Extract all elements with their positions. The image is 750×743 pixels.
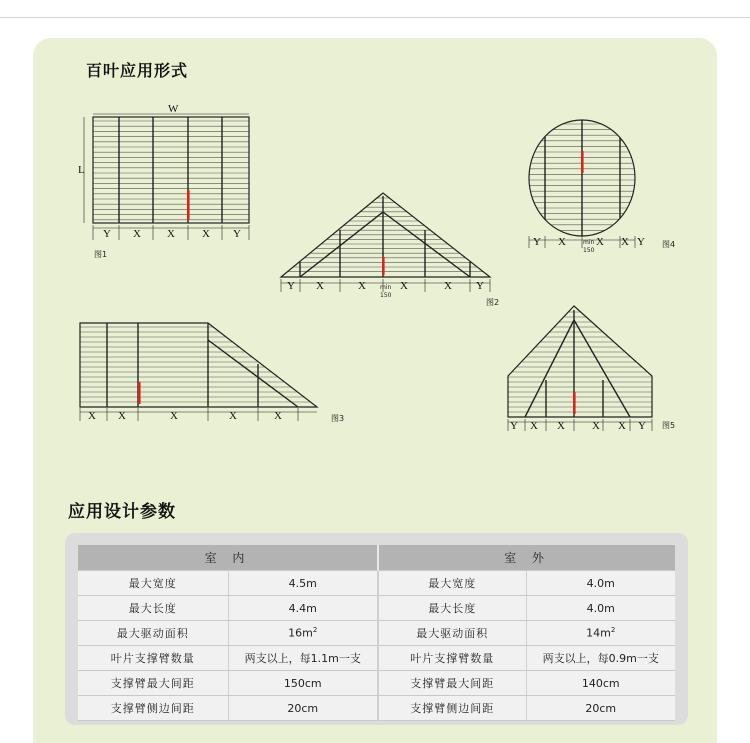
dim-label: X	[621, 236, 629, 248]
figure-label: 图4	[662, 240, 676, 249]
figure-4-circle	[529, 110, 675, 254]
dim-label: Y	[287, 280, 295, 292]
dim-label: Y	[638, 420, 646, 432]
figure-5-pentagon	[508, 306, 675, 432]
dim-label: Y	[476, 280, 484, 292]
dim-label: Y	[233, 228, 241, 240]
dim-label: X	[400, 280, 408, 292]
row-label: 支撑臂侧边间距	[78, 696, 228, 721]
table-row	[78, 571, 675, 596]
dim-label: Y	[637, 236, 645, 248]
unit-superscript: 2	[312, 626, 318, 635]
row-value: 20cm	[228, 696, 378, 721]
min-note: min	[380, 284, 392, 291]
row-value: 两支以上，每1.1m一支	[228, 646, 378, 671]
figure-label: 图2	[486, 298, 500, 307]
area-value: 14m	[586, 626, 611, 640]
figure-3-trapezoid	[80, 323, 344, 423]
row-label: 支撑臂最大间距	[78, 671, 228, 696]
row-label: 支撑臂侧边间距	[378, 696, 526, 721]
dim-label: X	[618, 420, 626, 432]
figure-2-triangle	[281, 193, 499, 307]
figure-1-rectangle	[78, 103, 249, 259]
dim-label: X	[592, 420, 600, 432]
spec-table	[78, 545, 675, 721]
dim-label: X	[88, 410, 96, 422]
figure-label: 图5	[662, 421, 676, 430]
dim-label: X	[358, 280, 366, 292]
row-label: 支撑臂最大间距	[378, 671, 526, 696]
spacing-note: 150	[380, 292, 392, 299]
row-label: 最大宽度	[378, 571, 526, 596]
row-label: 最大驱动面积	[78, 621, 228, 646]
dim-label: X	[316, 280, 324, 292]
row-value: 4.5m	[228, 571, 378, 596]
row-label: 最大长度	[78, 596, 228, 621]
dim-label: X	[118, 410, 126, 422]
row-value: 4.4m	[228, 596, 378, 621]
table-row	[78, 596, 675, 621]
dim-label: X	[202, 228, 210, 240]
table-row	[78, 696, 675, 721]
spec-table-frame	[65, 533, 688, 725]
figure-label: 图3	[331, 414, 345, 423]
row-label: 最大长度	[378, 596, 526, 621]
row-label: 叶片支撑臂数量	[78, 646, 228, 671]
length-label: L	[78, 164, 85, 176]
actuator-marker	[138, 382, 141, 404]
area-value: 16m	[288, 626, 313, 640]
dim-label: Y	[533, 236, 541, 248]
dim-label: X	[167, 228, 175, 240]
figure-label: 图1	[94, 250, 108, 259]
dim-label: X	[530, 420, 538, 432]
header-outdoor: 室 外	[378, 545, 675, 571]
width-label: W	[168, 103, 179, 115]
row-label: 最大宽度	[78, 571, 228, 596]
min-note: min	[583, 239, 595, 246]
header-indoor: 室 内	[78, 545, 378, 571]
row-value: 20cm	[526, 696, 675, 721]
table-row	[78, 621, 675, 646]
section-title-design-parameters: 应用设计参数	[68, 502, 176, 522]
row-value: 150cm	[228, 671, 378, 696]
dim-label: X	[229, 410, 237, 422]
row-value	[526, 621, 675, 646]
dim-label: X	[274, 410, 282, 422]
row-value: 两支以上，每0.9m一支	[526, 646, 675, 671]
unit-superscript: 2	[610, 626, 616, 635]
row-value: 140cm	[526, 671, 675, 696]
row-value	[228, 621, 378, 646]
table-row	[78, 671, 675, 696]
dim-label: Y	[103, 228, 111, 240]
table-row	[78, 646, 675, 671]
actuator-marker	[573, 392, 576, 414]
spacing-note: 150	[583, 247, 595, 254]
dim-label: Y	[510, 420, 518, 432]
actuator-marker	[187, 190, 190, 220]
section-title-application-forms: 百叶应用形式	[86, 61, 189, 80]
actuator-marker	[382, 257, 385, 275]
actuator-marker	[581, 151, 584, 173]
dim-label: X	[596, 236, 604, 248]
row-label: 最大驱动面积	[378, 621, 526, 646]
row-label: 叶片支撑臂数量	[378, 646, 526, 671]
dim-label: X	[444, 280, 452, 292]
dim-label: X	[133, 228, 141, 240]
row-value: 4.0m	[526, 596, 675, 621]
dim-label: X	[558, 236, 566, 248]
row-value: 4.0m	[526, 571, 675, 596]
dim-label: X	[557, 420, 565, 432]
dim-label: X	[170, 410, 178, 422]
